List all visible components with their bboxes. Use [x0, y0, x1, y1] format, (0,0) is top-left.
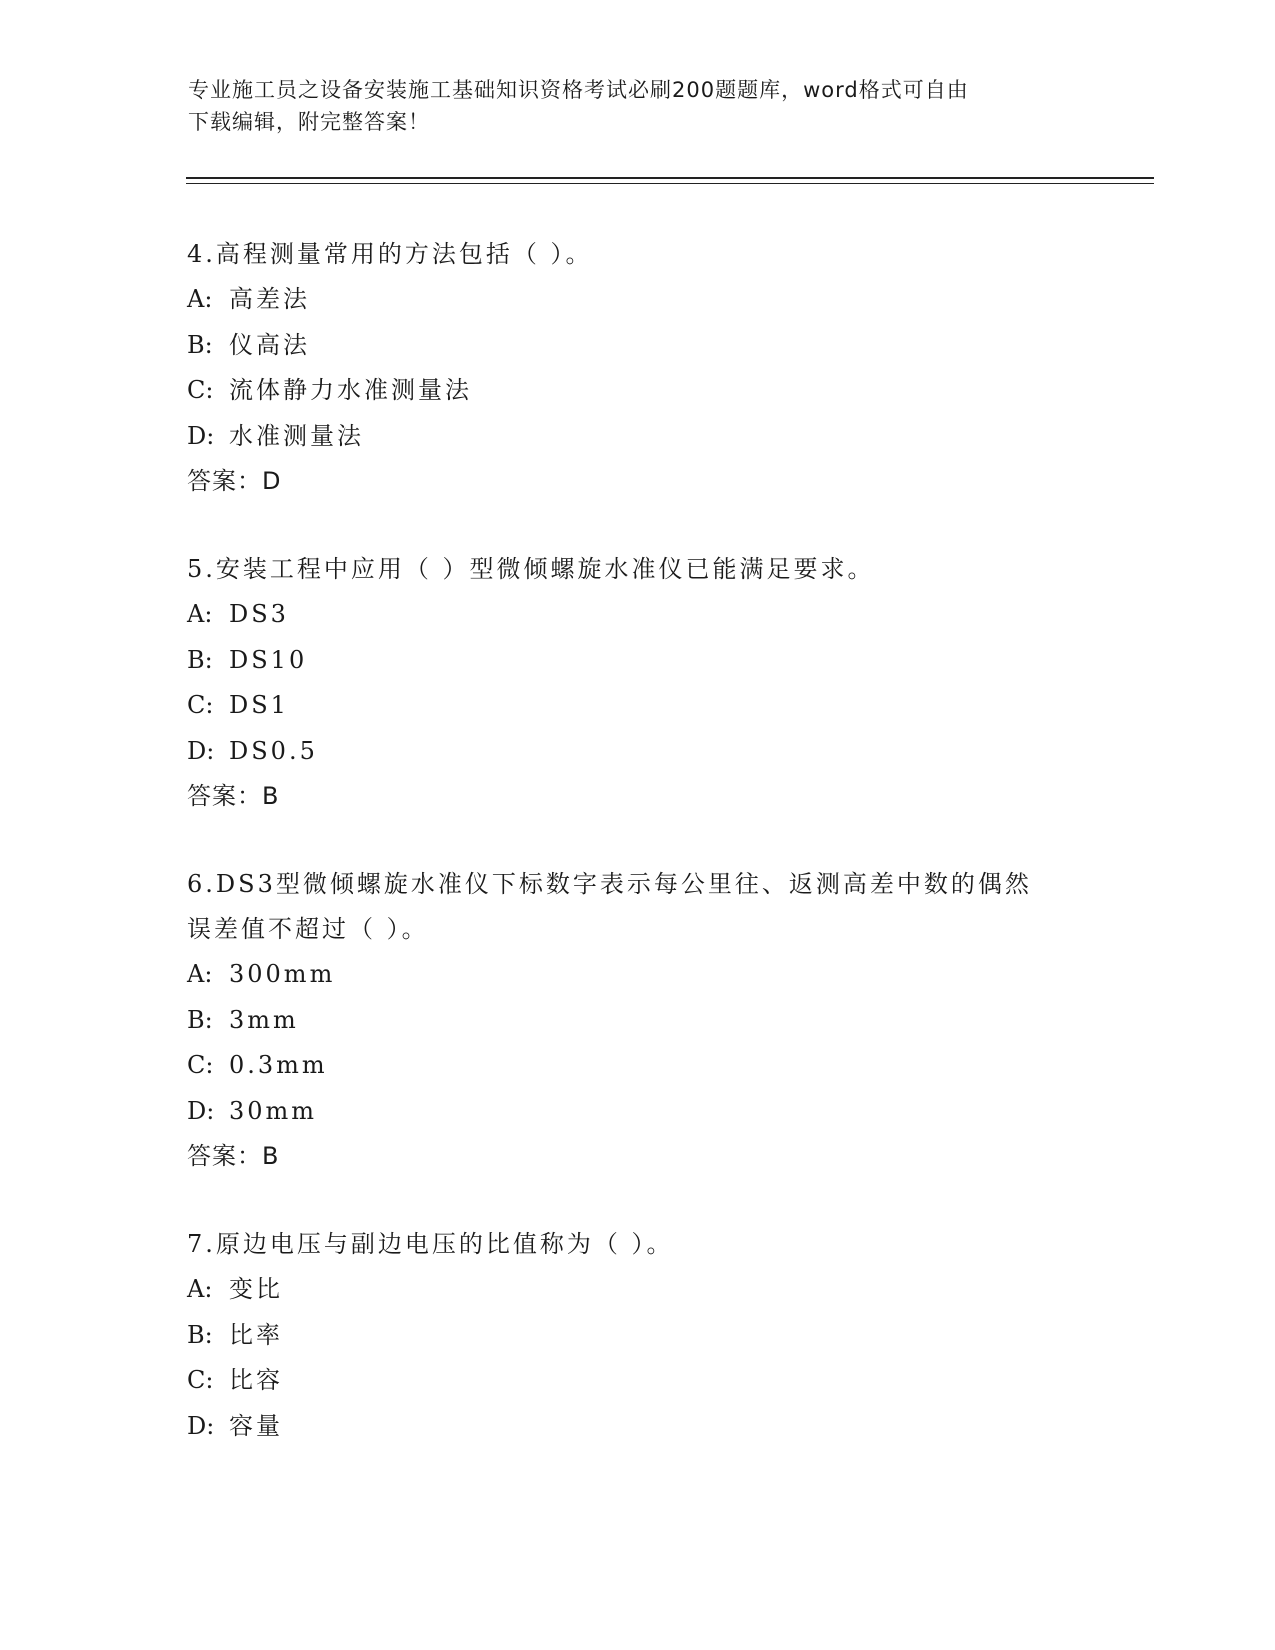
option-a	[187, 952, 1087, 998]
question-block	[187, 862, 1087, 1179]
option-letter: D:	[187, 1411, 215, 1440]
answer-text: 答案：B	[187, 782, 280, 810]
option-text: 3mm	[229, 1005, 299, 1034]
option-a	[187, 1267, 1087, 1313]
question-stem: 5.安装工程中应用（ ）型微倾螺旋水准仪已能满足要求。	[187, 555, 875, 583]
header-divider-thin	[186, 183, 1154, 184]
option-text: 比率	[229, 1320, 283, 1349]
option-letter: B:	[187, 330, 213, 359]
option-text: 流体静力水准测量法	[229, 376, 472, 404]
option-b	[187, 998, 1087, 1044]
option-b	[187, 323, 1087, 369]
option-letter: D:	[187, 736, 215, 765]
option-text: DS0.5	[229, 736, 318, 765]
question-block	[187, 232, 1087, 504]
question-block	[187, 547, 1087, 819]
option-c	[187, 683, 1087, 729]
answer-text: 答案：B	[187, 1142, 280, 1170]
option-letter: B:	[187, 645, 213, 674]
option-c	[187, 1358, 1087, 1404]
question-stem: 6.DS3型微倾螺旋水准仪下标数字表示每公里往、返测高差中数的偶然	[187, 870, 1032, 898]
option-text: 0.3mm	[229, 1051, 328, 1079]
option-text: DS3	[229, 600, 289, 628]
option-letter: C:	[187, 1051, 214, 1079]
option-letter: A:	[187, 600, 213, 628]
option-d	[187, 1404, 1087, 1450]
option-letter: B:	[187, 1320, 213, 1349]
option-d	[187, 414, 1087, 460]
option-letter: C:	[187, 1366, 214, 1394]
option-letter: A:	[187, 1275, 213, 1303]
option-text: 比容	[229, 1366, 283, 1394]
option-text: 容量	[229, 1411, 283, 1440]
option-letter: C:	[187, 376, 214, 404]
header-divider-thick	[186, 177, 1154, 179]
option-c	[187, 368, 1087, 414]
answer-text: 答案：D	[187, 467, 282, 495]
option-text: 变比	[229, 1275, 283, 1303]
question-block	[187, 1222, 1087, 1449]
header-line-1: 专业施工员之设备安装施工基础知识资格考试必刷200题题库，word格式可自由	[188, 78, 969, 102]
header-line-2: 下载编辑，附完整答案！	[188, 110, 430, 134]
option-d	[187, 1089, 1087, 1135]
option-text: DS10	[229, 645, 308, 674]
option-letter: D:	[187, 1096, 215, 1125]
option-d	[187, 729, 1087, 775]
option-a	[187, 592, 1087, 638]
question-stem-continued: 误差值不超过（ ）。	[187, 915, 429, 943]
question-stem: 7.原边电压与副边电压的比值称为（ ）。	[187, 1230, 674, 1258]
option-text: 水准测量法	[229, 421, 364, 450]
option-letter: A:	[187, 960, 213, 988]
question-stem: 4.高程测量常用的方法包括（ ）。	[187, 240, 593, 268]
option-text: 高差法	[229, 285, 310, 313]
option-text: 300mm	[229, 960, 336, 988]
option-a	[187, 277, 1087, 323]
document-header	[188, 74, 1088, 138]
option-letter: C:	[187, 691, 214, 719]
option-letter: B:	[187, 1005, 213, 1034]
option-c	[187, 1043, 1087, 1089]
option-letter: D:	[187, 421, 215, 450]
option-b	[187, 638, 1087, 684]
option-letter: A:	[187, 285, 213, 313]
option-text: 仪高法	[229, 330, 310, 359]
option-text: DS1	[229, 691, 289, 719]
option-b	[187, 1313, 1087, 1359]
option-text: 30mm	[229, 1096, 318, 1125]
